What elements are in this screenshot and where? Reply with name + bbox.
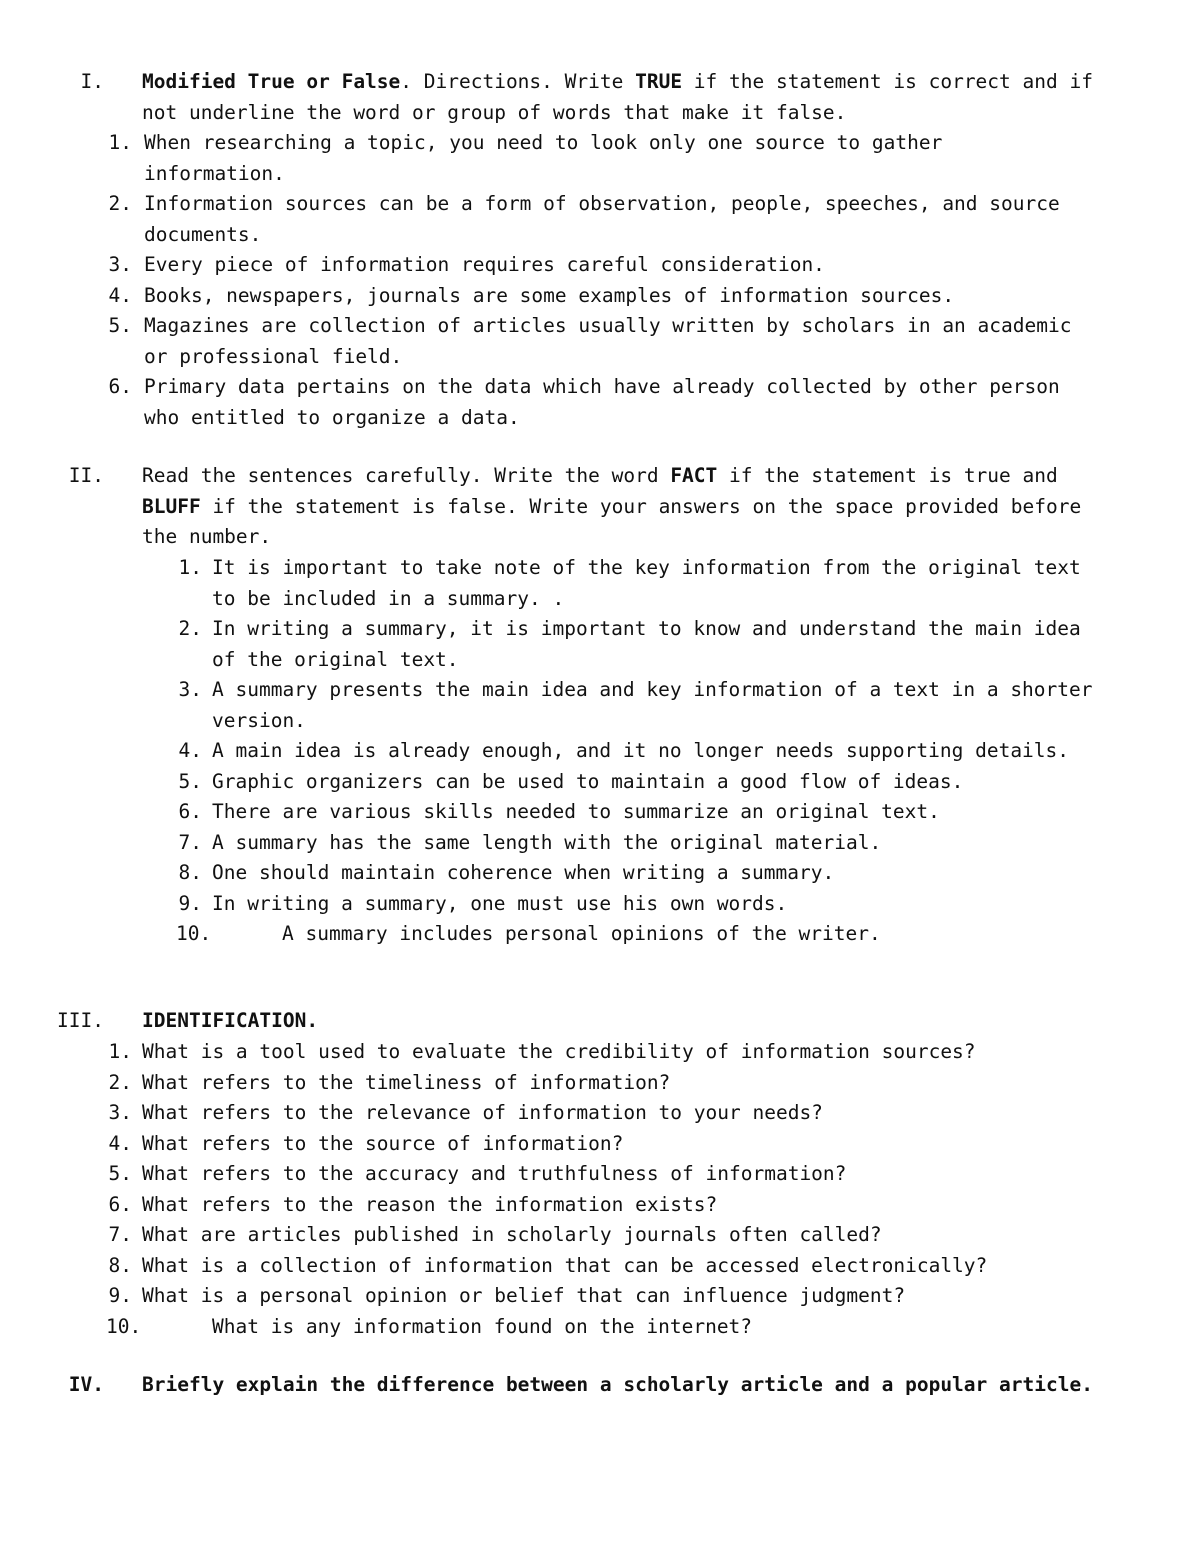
item-text: When researching a topic, you need to look only one source to gather information. [144,131,943,185]
section-3-list [0,1037,1200,1342]
item-text: Information sources can be a form of observation, people, speeches, and source documents. [144,192,1060,246]
section-2-directions: Read the sentences carefully. Write the word FACT if the statement is true and BLUFF if the statement is false. Write your answers on the space provided before the number. [142,464,1082,548]
item-text: What refers to the reason the information exists? [142,1192,718,1216]
section-4 [0,1370,1200,1431]
section-1-numeral: I. [80,70,104,93]
section-1-list [0,128,1200,433]
list-item [0,128,1200,189]
list-item [0,1220,1200,1251]
item-number: 2. [108,1070,132,1094]
section-3-title: IDENTIFICATION. [142,1009,319,1032]
list-item [0,1068,1200,1099]
item-number: 10. [176,922,212,945]
item-number: 3. [178,678,202,701]
item-text: Primary data pertains on the data which have already collected by other person who entitled to organize a data. [144,375,1060,429]
list-item [0,1281,1200,1312]
item-number: 9. [178,891,202,915]
item-number: 6. [108,375,132,398]
item-text: One should maintain coherence when writing a summary. [212,861,835,884]
item-text: Books, newspapers, journals are some examples of information sources. [144,283,955,307]
item-number: 1. [108,131,132,154]
item-text: Graphic organizers can be used to maintain a good flow of ideas. [212,769,964,793]
list-item [0,281,1200,312]
item-text: What is a collection of information that can be accessed electronically? [142,1253,988,1277]
item-number: 3. [108,253,132,276]
list-item [0,311,1200,372]
item-text: What refers to the accuracy and truthfulness of information? [142,1162,847,1185]
item-number: 2. [108,192,132,215]
section-4-prompt: Briefly explain the difference between a scholarly article and a popular article. [142,1373,1093,1396]
item-number: 4. [178,739,202,762]
item-text: In writing a summary, one must use his own words. [212,891,788,915]
item-number: 5. [178,769,202,793]
section-2-numeral: II. [68,464,104,487]
item-number: 5. [108,1162,132,1185]
list-item [0,1037,1200,1068]
item-text: What is any information found on the internet? [212,1314,753,1338]
item-text: What is a tool used to evaluate the credibility of information sources? [142,1040,976,1063]
item-text: In writing a summary, it is important to know and understand the main idea of the original text. [212,617,1081,671]
item-text: It is important to take note of the key information from the original text to be included in a summary. . [212,556,1081,610]
item-text: What refers to the source of information? [142,1131,624,1155]
item-text: A summary includes personal opinions of the writer. [282,922,881,945]
list-item [0,889,1200,920]
item-text: What are articles published in scholarly journals often called? [142,1223,882,1246]
item-number: 1. [108,1040,132,1063]
item-number: 5. [108,314,132,337]
section-2-list [0,553,1200,950]
list-item [0,1159,1200,1190]
item-text: A summary presents the main idea and key information of a text in a shorter version. [212,678,1093,732]
list-item [0,1098,1200,1129]
item-number: 3. [108,1101,132,1124]
item-number: 7. [178,830,202,854]
list-item [0,189,1200,250]
item-number: 8. [108,1253,132,1277]
item-text: A main idea is already enough, and it no longer needs supporting details. [212,739,1070,762]
item-number: 1. [178,556,202,579]
section-1 [0,67,1200,429]
item-text: Every piece of information requires careful consideration. [144,253,825,276]
list-item [0,1312,1200,1343]
section-3-numeral: III. [57,1009,104,1032]
item-number: 6. [108,1192,132,1216]
list-item [0,858,1200,889]
item-text: What is a personal opinion or belief that can influence judgment? [142,1284,906,1307]
item-number: 10. [106,1314,142,1338]
section-1-directions: Modified True or False. Directions. Write TRUE if the statement is correct and if not underline the word or group of words that make it false. [142,70,1093,124]
item-text: There are various skills needed to summarize an original text. [212,800,940,823]
list-item [0,675,1200,736]
list-item [0,1129,1200,1160]
list-item [0,250,1200,281]
list-item [0,614,1200,675]
list-item [0,797,1200,828]
item-text: A summary has the same length with the original material. [212,830,882,854]
list-item [0,736,1200,767]
list-item [0,828,1200,859]
list-item [0,1251,1200,1282]
list-item [0,553,1200,614]
section-3 [0,1006,1200,1338]
item-number: 4. [108,283,132,307]
list-item [0,372,1200,433]
item-number: 4. [108,1131,132,1155]
list-item [0,1190,1200,1221]
item-number: 6. [178,800,202,823]
item-number: 2. [178,617,202,640]
item-text: What refers to the relevance of information to your needs? [142,1101,823,1124]
item-number: 7. [108,1223,132,1246]
section-2 [0,461,1200,945]
item-number: 9. [108,1284,132,1307]
item-text: What refers to the timeliness of information? [142,1070,671,1094]
section-4-numeral: IV. [68,1373,104,1396]
section-1-title: Modified True or False [142,70,401,93]
item-text: Magazines are collection of articles usually written by scholars in an academic or professional field. [144,314,1072,368]
list-item [0,919,1200,950]
list-item [0,767,1200,798]
item-number: 8. [178,861,202,884]
